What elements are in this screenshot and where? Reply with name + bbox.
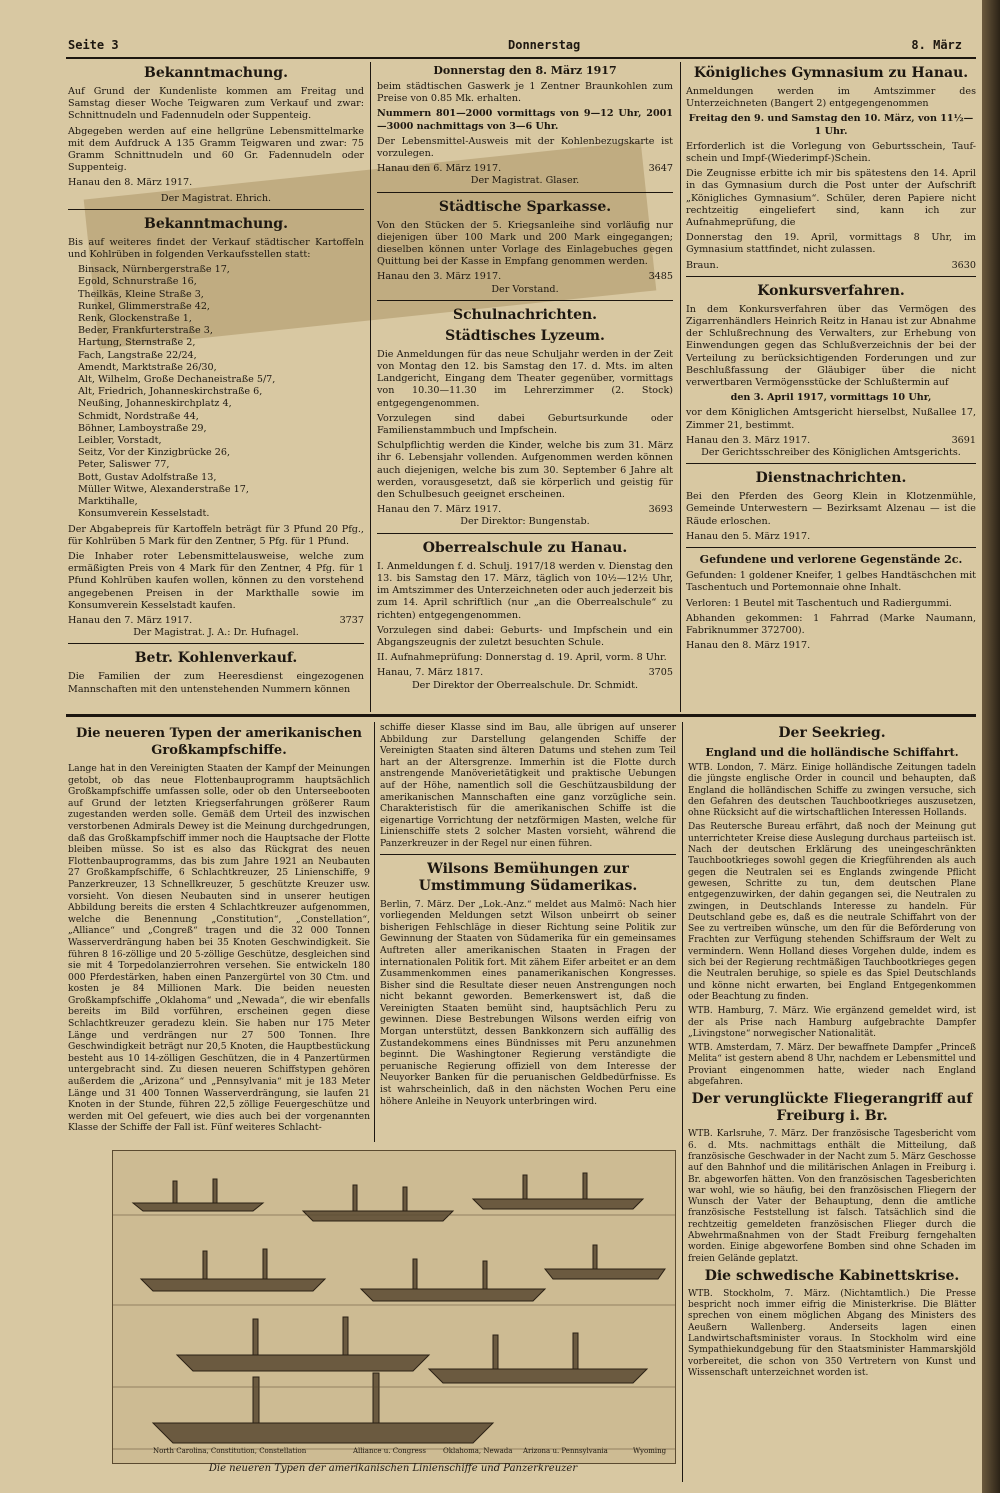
section-rule (66, 714, 976, 717)
article-text: WTB. Hamburg, 7. März. Wie ergänzend gemeldet wird, ist der als Prise nach Hamburg aufgebrachte Dampfer „Livingstone“ norwegischer Nationalität. (688, 1006, 976, 1039)
notice-number: 3691 (951, 434, 976, 446)
notice-title: Städtische Sparkasse. (438, 198, 612, 215)
notice-title: Konkursverfahren. (757, 282, 905, 299)
article-title: Die neueren Typen der amerikanischen Großkampfschiffe. (76, 726, 362, 758)
list-item: Beder, Frankfurterstraße 3, (78, 325, 213, 337)
notice-date: Hanau den 8. März 1917. (68, 177, 193, 189)
list-item: Seitz, Vor der Kinzigbrücke 26, (78, 447, 230, 459)
column-divider (680, 62, 681, 712)
warships-drawing (113, 1151, 675, 1463)
notice-text: Nummern 801—2000 vormittags von 9—12 Uhr, 2001—3000 nachmittags von 3—6 Uhr. (377, 108, 673, 132)
article-text: WTB. Stockholm, 7. März. (Nichtamtlich.) Die Presse bespricht noch immer eifrig die Ministerkrise. Die Blätter sprechen von einem möglichen Abgang des Ministers des Aeußern Wallenberg. Anderseits lagen einen Landwirtschaftsminister voraus. In Stockholm wird eine Sympathiekundgebung für den Staatsminister Hammarskjöld vorbereitet, die schon von 350 Vertretern von Kunst und Wissenschaft unterzeichnet worden ist. (688, 1288, 976, 1378)
list-item: Neußing, Johanneskirchplatz 4, (78, 398, 232, 410)
notice-number: 3630 (951, 259, 976, 271)
list-item: Amendt, Marktstraße 26/30, (78, 361, 217, 373)
notice-date: Hanau, 7. März 1817. (377, 667, 484, 679)
notice-text: beim städtischen Gaswerk je 1 Zentner Braunkohlen zum Preise von 0.85 Mk. erhalten. (377, 81, 673, 105)
list-item: Hartung, Sternstraße 2, (78, 337, 196, 349)
notice-text: Erforderlich ist die Vorlegung von Geburtsschein, Tauf- schein und Impf-(Wiederimpf-)Schein. (686, 140, 976, 165)
article-text: Das Reutersche Bureau erfährt, daß noch der Meinung gut unterrichteter Kreise diese Auslegung durchaus parteiisch ist. Nach der deutschen Erklärung des uneingeschränkten Tauchbootkrieges sowohl gegen die Kriegführenden als auch gegen die Neutralen sei es Englands zwingende Pflicht gewesen, Schritte zu tun, dem deutschen Plane entgegenzuwirken, der dahin gegangen sei, die Neutralen zu zwingen, in Deutschlands Interesse zu handeln. Für Deutschland gebe es, daß es die neutrale Schiffahrt von der See zu vertreiben wünsche, um den für die Beförderung von Frachten zur Verfügung stehenden Schiffsraum der Welt zu vermindern. Wenn Holland dieses Vorgehen dulde, indem es sich bei der Regierung rechtmäßigen Tauchbootkrieges gegen die Neutralen beruhige, so spiele es das Spiel Deutschlands und könne nicht erwarten, bei England Entgegenkommen oder Beachtung zu finden. (688, 822, 976, 1002)
list-item: Marktihalle, (78, 496, 138, 508)
list-item: Fach, Langstraße 22/24, (78, 349, 197, 361)
notice-date: Hanau den 3. März 1917. (377, 271, 502, 283)
list-item: Leibler, Vorstadt, (78, 435, 162, 447)
header-date: 8. März (911, 38, 962, 52)
notice-text: Vorzulegen sind dabei Geburtsurkunde oder Familienstammbuch und Impfschein. (377, 412, 673, 437)
notice-text: Auf Grund der Kundenliste kommen am Freitag und Samstag dieser Woche Teigwaren zum Verkauf und zwar: Schnittnudeln und Fadennudeln oder Suppenteig. (68, 86, 364, 122)
article-title: Der verunglückte Fliegerangriff auf Freiburg i. Br. (691, 1091, 973, 1125)
notice-text: Die Inhaber roter Lebensmittelausweise, welche zum ermäßigten Preis von 4 Mark für den Zentner, 4 Pfg. für 1 Pfund Kohlrüben kaufen wollen, können zu den vorstehend angegebenen Preisen in der Markthalle sowie im Konsumverein Kesselstadt kaufen. (68, 550, 364, 611)
list-item: Schmidt, Nordstraße 44, (78, 410, 199, 422)
ship-label: Wyoming (633, 1447, 667, 1455)
notice-number: 3647 (648, 163, 673, 175)
notice-text: Donnerstag den 19. April, vormittags 8 Uhr, im Gymnasium stattfindet, nicht zulassen. (686, 232, 976, 256)
article-title: Die schwedische Kabinettskrise. (704, 1267, 960, 1284)
notice-signature: Der Magistrat. Glaser. (470, 175, 580, 187)
list-item: Alt, Wilhelm, Große Dechaneistraße 5/7, (78, 374, 276, 386)
notice-text: Abhanden gekommen: 1 Fahrrad (Marke Naumann, Fabriknummer 372700). (686, 612, 976, 636)
ship-label: Arizona u. Pennsylvania (523, 1447, 608, 1455)
list-item: Bott, Gustav Adolfstraße 13, (78, 471, 217, 483)
article-text: Berlin, 7. März. Der „Lok.-Anz.“ meldet aus Malmö: Nach hier vorliegenden Meldungen setzt Wilson unbeirrt ob seiner bisherigen Fehlschläge in dieser Richtung seine Politik zur Gewinnung der Staaten von Südamerika für ein gemeinsames Auftreten aller amerikanischen Staaten in Fragen der internationalen Politik fort. Mit zähem Eifer arbeitet er an dem Zusammenkommen eines panamerikanischen Kongresses. Bisher sind die Resultate dieser neuen Anstrengungen noch nicht bekannt geworden. Bemerkenswert ist, daß die Vereinigten Staaten bemüht sind, hauptsächlich Peru zu gewinnen. Diese Bestrebungen Wilsons werden eifrig von Morgan unterstützt, dessen Bankkonzern sich auffällig des Zustandekommens eines Bündnisses mit Peru anzunehmen beginnt. Die Washingtoner Regierung verständigte die peruanische Regierung offiziell von dem Interesse der Neuyorker Banken für die peruanischen Geldbedürfnisse. Es ist wahrscheinlich, daß in den nächsten Wochen Peru eine höhere Anleihe in Neuyork unterbringen wird. (380, 898, 676, 1107)
column-2 (377, 62, 673, 695)
list-item: Müller Witwe, Alexanderstraße 17, (78, 483, 249, 495)
header-weekday: Donnerstag (508, 38, 581, 52)
notice-number: 3485 (648, 271, 673, 283)
seller-list (78, 264, 364, 520)
illustration-caption: Die neueren Typen der amerikanischen Linienschiffe und Panzerkreuzer (208, 1463, 578, 1474)
notice-text: II. Aufnahmeprüfung: Donnerstag d. 19. April, vorm. 8 Uhr. (377, 652, 667, 664)
notice-text: Bis auf weiteres findet der Verkauf städtischer Kartoffeln und Kohlrüben in folgenden Verkaufsstellen statt: (68, 236, 364, 261)
notice-date: Hanau den 8. März 1917. (686, 640, 811, 652)
column-divider (370, 62, 371, 712)
notice-signature: Der Direktor der Oberrealschule. Dr. Schmidt. (411, 679, 639, 691)
page-number: Seite 3 (68, 38, 119, 52)
notice-title: Oberrealschule zu Hanau. (422, 539, 628, 556)
notice-text: In dem Konkursverfahren über das Vermögen des Zigarrenhändlers Heinrich Reitz in Hanau ist zur Abnahme der Schlußrechnung des Verwalters, zur Erhebung von Einwendungen gegen das Schlußverzeichnis der bei der Verteilung zu berücksichtigenden Forderungen und zur Beschlußfassung der Gläubiger über die nicht verwertbaren Vermögensstücke der Schlußtermin auf (686, 303, 976, 389)
list-item: Alt, Friedrich, Johanneskirchstraße 6, (78, 386, 263, 398)
notice-date: Hanau den 7. März 1917. (68, 614, 193, 626)
article-subtitle: England und die holländische Schiffahrt. (705, 746, 959, 759)
notice-signature: Braun. (686, 259, 719, 271)
notice-title: Bekanntmachung. (144, 215, 288, 232)
notice-text: vor dem Königlichen Amtsgericht hierselbst, Nußallee 17, Zimmer 21, bestimmt. (686, 407, 976, 431)
warship-illustration (112, 1150, 676, 1464)
notice-signature: Der Vorstand. (491, 283, 559, 295)
notice-text: I. Anmeldungen f. d. Schulj. 1917/18 werden v. Dienstag den 13. bis Samstag den 17. März, täglich von 10½—12½ Uhr, im Amtszimmer des Unterzeichneten oder auch jederzeit bis zum 14. April schriftlich (nur „an die Oberrealschule“ zu richten) entgegengenommen. (377, 560, 673, 621)
list-item: Böhner, Lamboystraße 29, (78, 422, 207, 434)
list-item: Runkel, Glimmerstraße 42, (78, 300, 210, 312)
article-text: WTB. Karlsruhe, 7. März. Der französische Tagesbericht vom 6. d. Mts. nachmittags enthält die Mitteilung, daß französische Geschwader in der Nacht zum 5. März Geschosse auf den Bahnhof und die militärischen Anlagen in Freiburg i. Br. abgeworfen hätten. Von den französischen Tagesberichten war wohl, wie so häufig, bei den französischen Fliegern der Wunsch der Vater der Behauptung, denn die amtliche französische Feststellung ist falsch. Tatsächlich sind die rechtzeitig gemeldeten französischen Flieger durch die Abwehrmaßnahmen von der Stadt Freiburg ferngehalten worden. Einige abgeworfene Bomben sind ohne Schaden im freien Gelände geplatzt. (688, 1129, 976, 1264)
ship-label: North Carolina, Constitution, Constellation (153, 1447, 307, 1455)
notice-signature: Der Gerichtsschreiber des Königlichen Amtsgerichts. (701, 447, 961, 459)
notice-text: Die Anmeldungen für das neue Schuljahr werden in der Zeit von Montag den 12. bis Samstag den 17. d. Mts. im alten Landgericht, Eingang dem Theater gegenüber, vormittags von 10.30—11.30 im Lehrerzimmer (2. Stock) entgegengenommen. (377, 348, 673, 409)
list-item: Theilkäs, Kleine Straße 3, (78, 288, 204, 300)
notice-subtitle: Städtisches Lyzeum. (445, 327, 605, 344)
list-item: Renk, Glockenstraße 1, (78, 313, 192, 325)
column-divider (374, 722, 375, 1142)
notice-text: Gefunden: 1 goldener Kneifer, 1 gelbes Handtäschchen mit Taschentuch und Portemonnaie ohne Inhalt. (686, 570, 976, 594)
notice-text: Der Abgabepreis für Kartoffeln beträgt für 3 Pfund 20 Pfg., für Kohlrüben 5 Mark für den Zentner, 5 Pfg. für 1 Pfund. (68, 523, 364, 547)
notice-signature: Der Magistrat. J. A.: Dr. Hufnagel. (133, 627, 299, 639)
ship-label: Alliance u. Congress (353, 1447, 426, 1455)
list-item: Peter, Saliswег 77, (78, 459, 170, 471)
article-title: Wilsons Bemühungen zur Umstimmung Südamerikas. (418, 860, 638, 894)
notice-text: Von den Stücken der 5. Kriegsanleihe sind vorläufig nur diejenigen über 100 Mark und 200 Mark eingegangen; dieselben können unter Vorlage des Einlagebuches gegen Quittung bei der Kasse in Empfang genommen werden. (377, 219, 673, 268)
notice-title: Dienstnachrichten. (755, 470, 907, 487)
notice-date: Hanau den 6. März 1917. (377, 163, 502, 175)
notice-date-line: Donnerstag den 8. März 1917 (433, 64, 617, 77)
article-text: WTB. Amsterdam, 7. März. Der bewaffnete Dampfer „Princeß Melita“ ist gestern abend 8 Uhr, nachdem er Lebensmittel und Proviant eingenommen hatte, wieder nach England abgefahren. (688, 1043, 976, 1088)
notice-text: Anmeldungen werden im Amtszimmer des Unterzeichneten (Bangert 2) entgegengenommen (686, 86, 976, 110)
list-item: Binsack, Nürnbergerstraße 17, (78, 264, 230, 276)
header-rule (66, 57, 976, 59)
notice-number: 3693 (648, 504, 673, 516)
column-3 (686, 62, 976, 655)
article-text: Lange hat in den Vereinigten Staaten der Kampf der Meinungen getobt, ob das neue Flottenbauprogramm hauptsächlich Großkampfschiffe umfassen solle, oder ob den Unterseebooten auf Grund der letzten Kriegserfahrungen größerer Raum zugestanden werden solle. Gemäß dem Urteil des inzwischen verstorbenen Admirals Dewey ist die Meinung durchgedrungen, daß das Großkampfschiff immer noch die Hauptsache der Flotte bleiben müsse. So ist es also das Rückgrat des neuen Flottenbauprogramms, das bis zum Jahre 1921 an Neubauten 27 Großkampfschiffe, 6 Schlachtkreuzer, 25 Linienschiffe, 9 Panzerkreuzer, 13 Schnellkreuzer, 5 geschützte Kreuzer usw. vorsieht. Von diesen Neubauten sind in unserer heutigen Abbildung bereits die ersten 4 Schlachtkreuzer aufgenommen, welche die Benennung „Constitution“, „Constellation“, „Alliance“ und „Congreß“ tragen und die 32 000 Tonnen Wasserverdrängung haben bei 35 Knoten Geschwindigkeit. Sie führen 8 16-zöllige und 20 5-zöllige Geschütze, desgleichen sind sie mit 4 Torpedolanzierrohren versehen. Sie entwickeln 180 000 Pferdestärken, haben einen Panzergürtel von 30 Ctm. und kosten je 84 Millionen Mark. Die beiden neuesten Großkampfschiffe „Oklahoma“ und „Newada“, die wir ebenfalls bereits im Bild vorführen, erscheinen gegen diese Schlachtkreuzer geradezu klein. Sie haben nur 175 Meter Länge und verdrängen nur 27 500 Tonnen. Ihre Geschwindigkeit beträgt nur 20,5 Knoten, die Hauptbestückung besteht aus 10 14-zölligen Geschützen, die in 4 Panzertürmen untergebracht sind. Zu diesen neueren Schiffstypen gehören außerdem die „Arizona“ und „Pennsylvania“ mit je 183 Meter Länge und 31 400 Tonnen Wasserverdrängung, sie laufen 21 Knoten in der Stunde, führen 22,5 zöllige Feuergeschütze und werden mit Oel gefeuert, wie dies auch bei der vorgenannten Klasse der Schiffe der Fall ist. Fünf weiteres Schlacht- (68, 763, 370, 1134)
notice-text: Freitag den 9. und Samstag den 10. März, von 11½—1 Uhr. (688, 113, 974, 137)
article-col-3 (688, 722, 976, 1382)
list-item: Konsumverein Kesselstadt. (78, 508, 210, 520)
notice-title: Königliches Gymnasium zu Hanau. (693, 65, 969, 81)
ship-label: Oklahoma, Newada (443, 1447, 513, 1455)
article-col-2 (380, 722, 676, 1110)
notice-text: Vorzulegen sind dabei: Geburts- und Impfschein und ein Abgangszeugnis der zuletzt besuchten Schule. (377, 624, 673, 648)
notice-text: Die Familien der zum Heeresdienst eingezogenen Mannschaften mit den untenstehenden Nummern können (68, 671, 364, 695)
notice-title: Bekanntmachung. (144, 65, 288, 81)
notice-number: 3705 (648, 667, 673, 679)
notice-date: Hanau den 5. März 1917. (686, 530, 811, 542)
notice-date: Hanau den 7. März 1917. (377, 504, 502, 516)
notice-text: den 3. April 1917, vormittags 10 Uhr, (730, 392, 932, 404)
notice-text: Die Zeugnisse erbitte ich mir bis spätestens den 14. April in das Gymnasium durch die Post unter der Aufschrift „Königliches Gymnasium“. Schüler, deren Papiere nicht rechtzeitig eingeliefert sind, kann ich zur Aufnahmeprüfung, die (686, 168, 976, 229)
notice-text: Bei den Pferden des Georg Klein in Klotzenmühle, Gemeinde Unterwestern — Bezirksamt Alzenau — ist die Räude erloschen. (686, 491, 976, 527)
notice-title: Schulnachrichten. (452, 306, 598, 323)
article-col-1 (68, 722, 370, 1137)
notice-signature: Der Direktor: Bungenstab. (460, 516, 590, 528)
notice-text: Schulpflichtig werden die Kinder, welche bis zum 31. März ihr 6. Lebensjahr vollenden. Aufgenommen werden können auch diejenigen, welche bis zum 30. September 6 Jahre alt werden, vorausgesetzt, daß sie körperlich und geistig für den Schulbesuch geeignet erscheinen. (377, 440, 673, 501)
notice-number: 3737 (339, 614, 364, 626)
page-header (68, 38, 962, 56)
page-edge (982, 0, 1000, 1493)
list-item: Egold, Schnurstraße 16, (78, 276, 197, 288)
notice-signature: Der Magistrat. Ehrich. (160, 192, 272, 204)
article-title: Der Seekrieg. (778, 725, 886, 741)
notice-date: Hanau den 3. März 1917. (686, 434, 811, 446)
notice-title: Betr. Kohlenverkauf. (134, 650, 298, 667)
notice-text: Verloren: 1 Beutel mit Taschentuch und Radiergummi. (686, 597, 952, 609)
article-text: WTB. London, 7. März. Einige holländische Zeitungen tadeln die jüngste englische Order in council und behaupten, daß England die holländischen Schiffe zu zwingen versuche, sich den Gefahren des deutschen Tauchbootkrieges auszusetzen, ohne Rücksicht auf die wirtschaftlichen Interessen Hollands. (688, 763, 976, 819)
notice-text: Der Lebensmittel-Ausweis mit der Kohlenbezugskarte ist vorzulegen. (377, 135, 673, 160)
notice-title: Gefundene und verlorene Gegenstände 2c. (699, 553, 963, 567)
article-text: schiffe dieser Klasse sind im Bau, alle übrigen auf unserer Abbildung zur Darstellung gelangenden Schiffe der Vereinigten Staaten sind älteren Datums und stehen zum Teil hart an der Altersgrenze. Immerhin ist die Flotte durch anstrengende Manöverietätigkeit und praktische Uebungen auf der Höhe, namentlich soll die Geschützausbildung der amerikanischen Mannschaften eine ganz vorzügliche sein. Charakteristisch für die amerikanischen Schiffe ist die eigenartige Vorrichtung der netzförmigen Masten, welche für Linienschiffe stets 2 solcher Masten vorsieht, während die Panzerkreuzer in der Regel nur einen führen. (380, 722, 676, 849)
notice-text: Abgegeben werden auf eine hellgrüne Lebensmittelmarke mit dem Aufdruck A 135 Gramm Teigwaren und zwar: 75 Gramm Schnittnudeln und 60 Gr. Fadennudeln oder Suppenteig. (68, 125, 364, 174)
column-divider (682, 722, 683, 1482)
column-1 (68, 62, 364, 699)
